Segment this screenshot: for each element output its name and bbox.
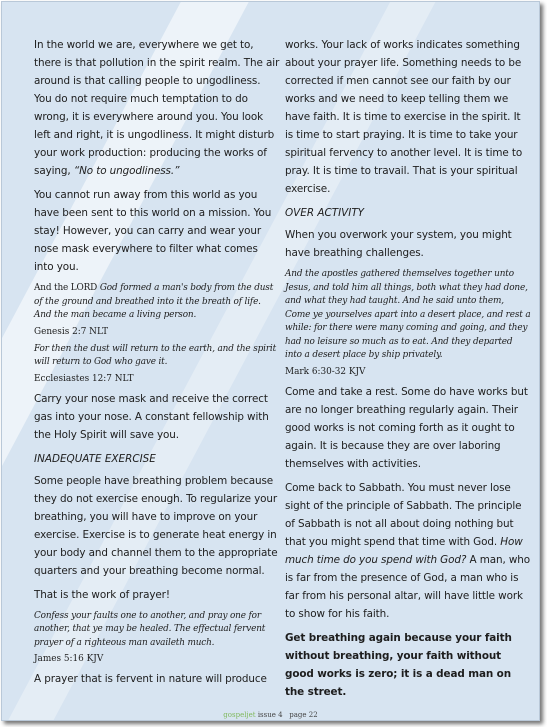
magazine-page bbox=[1, 1, 540, 721]
scripture-reference: Mark 6:30-32 KJV bbox=[285, 366, 366, 377]
scripture-reference: Ecclesiastes 12:7 NLT bbox=[34, 373, 134, 384]
paragraph: Come back to Sabbath. You must never lose sight of the principle of Sabbath. The principle of Sabbath is not all about doing nothing but that you might spend that time with God. How much time do you spend with God? A man, who is far from the presence of God, a man who is far from his personal altar, will have little work to show for his faith. bbox=[285, 481, 531, 620]
scripture-quote: For then the dust will return to the earth, and the spirit will return to God who gave it. bbox=[34, 343, 277, 367]
paragraph: A prayer that is fervent in nature will produce bbox=[34, 673, 267, 685]
brand-name: gospeljet bbox=[223, 711, 256, 719]
issue-number: issue 4 bbox=[257, 711, 283, 719]
paragraph: You cannot run away from this world as you have been sent to this world on a mission. You stay! However, you can carry and wear your nose mask everywhere to filter what comes into you. bbox=[34, 189, 272, 273]
paragraph: That is the work of prayer! bbox=[34, 588, 170, 601]
paragraph: Come and take a rest. Some do have works but are no longer breathing regularly again. Their good works is not coming forth as it ought to again. It is because they are over laboring themselves with activities. bbox=[285, 385, 528, 470]
scripture-reference: Genesis 2:7 NLT bbox=[34, 326, 109, 337]
paragraph: When you overwork your system, you might have breathing challenges. bbox=[285, 229, 512, 259]
closing-statement: Get breathing again because your faith without breathing, your faith without good works is zero; it is a dead man on the street. bbox=[285, 631, 512, 698]
scripture-quote: Confess your faults one to another, and pray one for another, that ye may be healed. The effectual fervent prayer of a righteous man availeth much. bbox=[34, 610, 266, 648]
paragraph: works. Your lack of works indicates something about your prayer life. Something needs to be corrected if men cannot see our faith by our works and we need to keep telling them we have faith. It is time to exercise in the spirit. It is time to start praying. It is time to take your spiritual fervency to another level. It is time to pray. It is time to travail. That is your spiritual exercise. bbox=[285, 39, 523, 195]
scripture-quote: And the LORD God formed a man's body from the dust of the ground and breathed into it the breath of life. And the man became a living person. bbox=[34, 283, 274, 320]
left-column bbox=[34, 36, 280, 694]
section-heading: OVER ACTIVITY bbox=[285, 207, 365, 219]
page-number: page 22 bbox=[289, 711, 318, 719]
scripture-reference: James 5:16 KJV bbox=[34, 654, 104, 664]
paragraph: Carry your nose mask and receive the correct gas into your nose. A constant fellowship with the Holy Spirit will save you. bbox=[34, 392, 269, 441]
right-column bbox=[285, 36, 531, 707]
scripture-quote: And the apostles gathered themselves together unto Jesus, and told him all things, both what they had done, and what they had taught. And he said unto them, Come ye yourselves apart into a desert place, and rest a while: for there were many coming and going, and they had no leisure so much as to eat. And they departed into a desert place by ship privately. bbox=[285, 269, 531, 360]
paragraph: In the world we are, everywhere we get to, there is that pollution in the spirit realm. The air around is that calling people to ungodliness. You do not require much temptation to do wrong, it is everywhere around you. You look left and right, it is ungodliness. It might disturb your work production: producing the works of saying, “No to ungodliness.” bbox=[34, 39, 280, 177]
page-footer bbox=[2, 711, 539, 719]
paragraph: Some people have breathing problem because they do not exercise enough. To regularize your breathing, you will have to improve on your exercise. Exercise is to generate heat energy in your body and channel them to the appropriate quarters and your breathing become normal. bbox=[34, 474, 278, 577]
section-heading: INADEQUATE EXERCISE bbox=[34, 452, 156, 465]
